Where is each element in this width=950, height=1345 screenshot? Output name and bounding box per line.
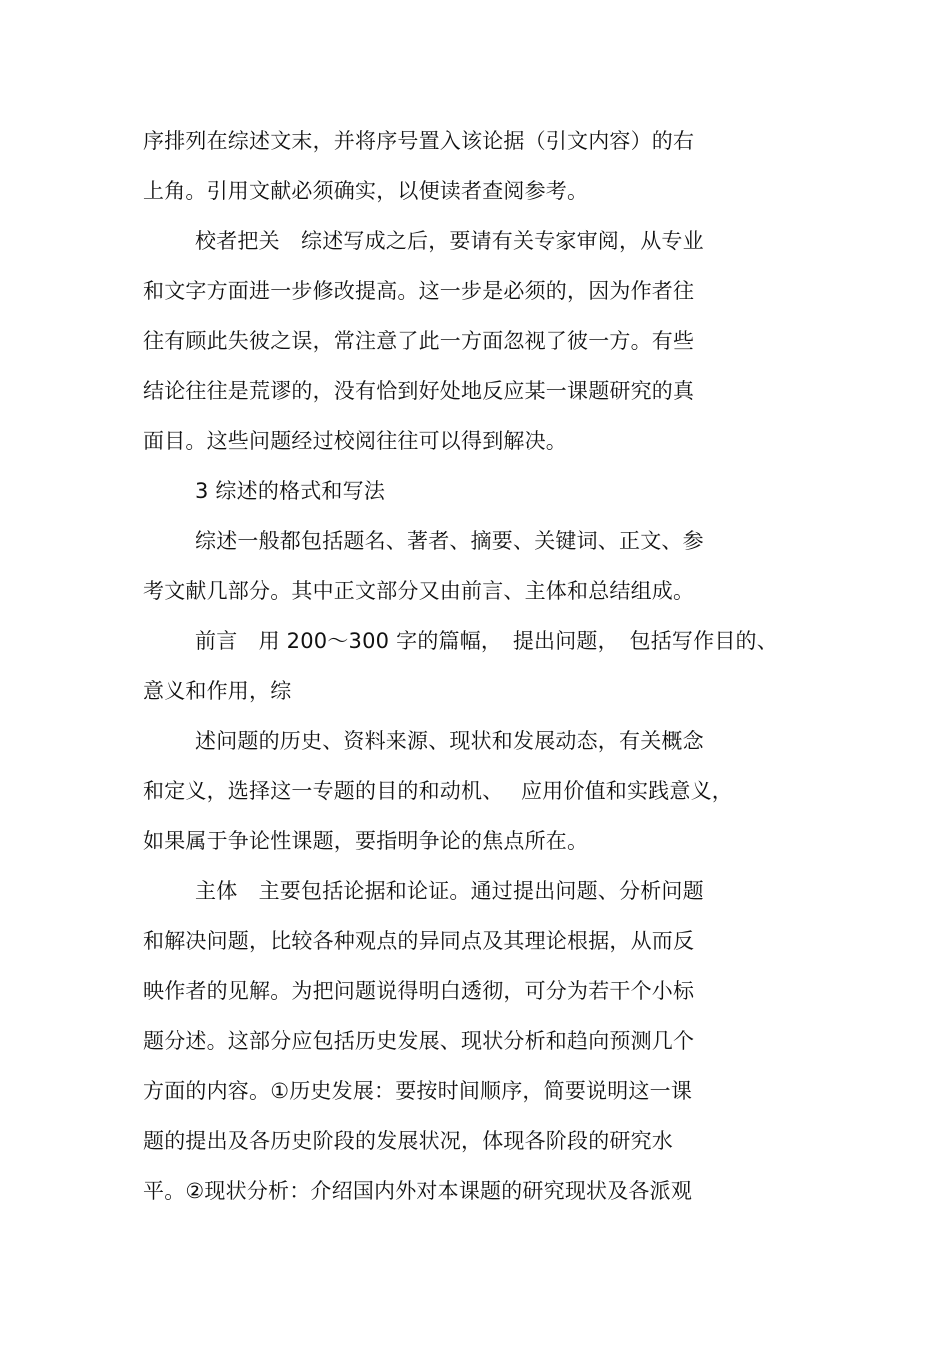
text-line: 主体 主要包括论据和论证。通过提出问题、分析问题: [195, 879, 704, 903]
text-line: 前言 用 200～300 字的篇幅， 提出问题， 包括写作目的、: [195, 629, 778, 653]
text-line: 结论往往是荒谬的，没有恰到好处地反应某一课题研究的真: [143, 379, 695, 403]
text-line: 考文献几部分。其中正文部分又由前言、主体和总结组成。: [143, 579, 695, 603]
text-line: 述问题的历史、资料来源、现状和发展动态，有关概念: [195, 729, 704, 753]
text-line: 意义和作用，综: [143, 679, 292, 703]
text-line: 上角。引用文献必须确实，以便读者查阅参考。: [143, 179, 589, 203]
text-line: 映作者的见解。为把问题说得明白透彻，可分为若干个小标: [143, 979, 695, 1003]
text-line: 题分述。这部分应包括历史发展、现状分析和趋向预测几个: [143, 1029, 695, 1053]
text-line: 和解决问题，比较各种观点的异同点及其理论根据，从而反: [143, 929, 695, 953]
text-line: 和文字方面进一步修改提高。这一步是必须的，因为作者往: [143, 279, 695, 303]
text-line: 方面的内容。①历史发展：要按时间顺序，简要说明这一课: [143, 1079, 693, 1103]
text-line: 如果属于争论性课题，要指明争论的焦点所在。: [143, 829, 589, 853]
text-line: 和定义，选择这一专题的目的和动机、 应用价值和实践意义，: [143, 779, 733, 803]
text-line: 面目。这些问题经过校阅往往可以得到解决。: [143, 429, 567, 453]
section-heading: 3 综述的格式和写法: [195, 479, 386, 503]
text-line: 序排列在综述文末，并将序号置入该论据（引文内容）的右: [143, 129, 695, 153]
text-line: 综述一般都包括题名、著者、摘要、关键词、正文、参: [195, 529, 704, 553]
text-line: 题的提出及各历史阶段的发展状况，体现各阶段的研究水: [143, 1129, 673, 1153]
text-line: 校者把关 综述写成之后，要请有关专家审阅，从专业: [195, 229, 704, 253]
text-line: 往有顾此失彼之误，常注意了此一方面忽视了彼一方。有些: [143, 329, 695, 353]
text-line: 平。②现状分析：介绍国内外对本课题的研究现状及各派观: [143, 1179, 693, 1203]
